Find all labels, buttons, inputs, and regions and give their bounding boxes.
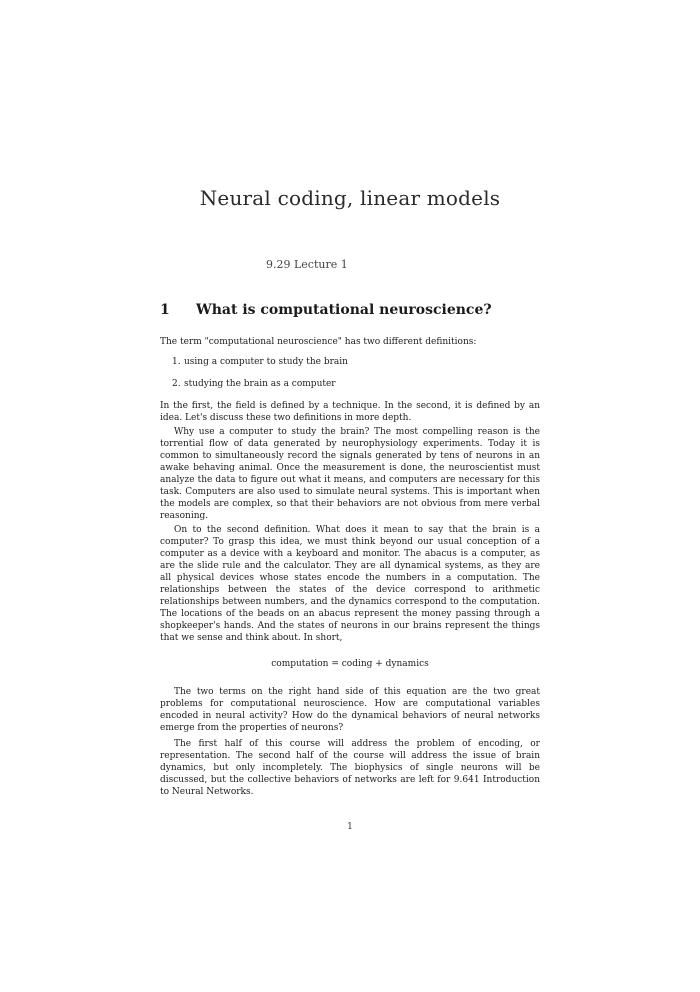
intro-paragraph: The term "computational neuroscience" has two different definitions: [160, 337, 477, 347]
two-terms-paragraph: The two terms on the right hand side of this equation are the two great problems for computational neuroscience. How are computational variables encoded in neural activity? How do the dynamical behaviors of neural networks emerge from the properties of neurons? [160, 687, 540, 733]
course-outline-paragraph: The first half of this course will address the problem of encoding, or representation. The second half of the course will address the issue of brain dynamics, but only incompletely. The biophysics of single neurons will be discussed, but the collective behaviors of networks are left for 9.641 Introduction to Neural Networks. [160, 739, 540, 797]
paper-title: Neural coding, linear models [199, 186, 501, 210]
after-definitions-paragraph: In the first, the field is defined by a technique. In the second, it is defined by an idea. Let's discuss these two definitions in more depth. [160, 401, 540, 423]
section-number: 1 [160, 302, 170, 318]
brain-computer-paragraph: On to the second definition. What does it mean to say that the brain is a computer? To grasp this idea, we must think beyond our usual conception of a computer as a device with a keyboard and monitor. The abacus is a computer, as are the slide rule and the calculator. They are all dynamical systems, as they are all physical devices whose states encode the numbers in a computation. The relationships between the states of the device correspond to arithmetic relationships between numbers, and the dynamics correspond to the computation. The locations of the beads on an abacus represent the money passing through a shopkeeper's hands. And the states of neurons in our brains represent the things that we sense and think about. In short, [160, 525, 540, 643]
central-equation: computation = coding + dynamics [271, 659, 429, 669]
definition-text-2: studying the brain as a computer [184, 379, 336, 389]
page-number: 1 [347, 822, 353, 832]
definition-item-1: 1. using a computer to study the brain [172, 357, 348, 367]
why-computer-paragraph: Why use a computer to study the brain? The most compelling reason is the torrential flow of data generated by neurophysiology experiments. Today it is common to simultaneously record the signals generated by tens of neurons in an awake behaving animal. Once the measurement is done, the neuroscientist must analyze the data to figure out what it means, and computers are necessary for this task. Computers are also used to simulate neural systems. This is important when the models are complex, so that their behaviors are not obvious from mere verbal reasoning. [160, 427, 540, 521]
section-heading [160, 302, 560, 318]
section-title: What is computational neuroscience? [196, 302, 492, 318]
definition-item-2: 2. studying the brain as a computer [172, 379, 336, 389]
definition-text-1: using a computer to study the brain [184, 357, 348, 367]
lecture-label: 9.29 Lecture 1 [266, 258, 348, 271]
